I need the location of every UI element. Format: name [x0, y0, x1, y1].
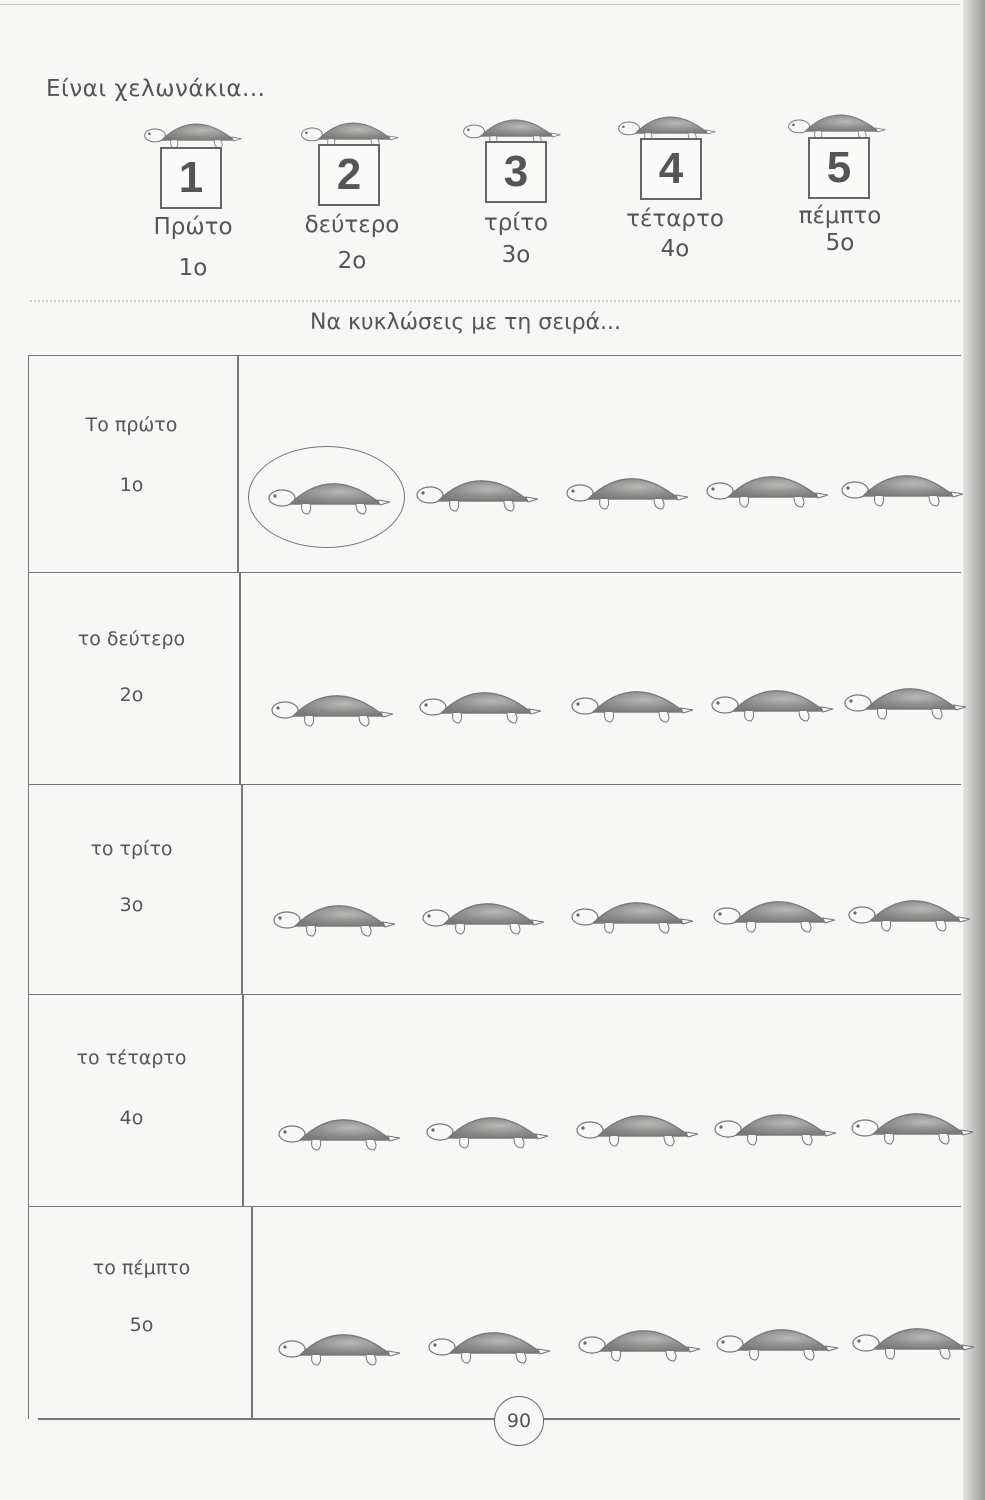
turtle-icon[interactable] [267, 882, 402, 947]
row-label: το τέταρτο [76, 1047, 187, 1069]
turtle-icon[interactable] [272, 1311, 407, 1376]
row-number: 5ο [129, 1314, 154, 1336]
row-divider [239, 573, 241, 785]
row-divider [242, 995, 244, 1207]
ordinal-word: πέμπτο [798, 203, 882, 229]
row-number: 2ο [119, 684, 144, 706]
row-number: 3ο [119, 894, 144, 916]
ordinal-word: Πρώτο [153, 214, 233, 240]
turtle-icon[interactable] [705, 667, 840, 732]
turtle-icon[interactable] [413, 669, 548, 734]
ordinal-word: τρίτο [483, 210, 549, 236]
turtle-icon[interactable] [700, 453, 835, 518]
section-divider [30, 300, 960, 302]
row-divider [237, 356, 239, 573]
row-divider [251, 1207, 253, 1419]
row-divider [241, 785, 243, 995]
row-label: Το πρώτο [85, 414, 178, 436]
ordinal-label: 1ο [178, 255, 208, 281]
turtle-icon[interactable] [565, 879, 700, 944]
turtle-icon[interactable] [410, 457, 545, 522]
turtle-icon[interactable] [845, 1090, 980, 1155]
ordinal-word: τέταρτο [626, 206, 724, 232]
row-label: το δεύτερο [77, 628, 186, 650]
ordinal-number-box: 5 [808, 137, 870, 199]
turtle-icon[interactable] [560, 455, 695, 520]
turtle-icon[interactable] [262, 460, 397, 525]
page-binding-shadow [963, 0, 985, 1500]
turtle-icon[interactable] [835, 452, 970, 517]
turtle-icon[interactable] [265, 672, 400, 737]
turtle-icon[interactable] [572, 1307, 707, 1372]
row-number: 4ο [119, 1107, 144, 1129]
turtle-icon[interactable] [272, 1096, 407, 1161]
ordinal-label: 2ο [337, 248, 367, 274]
ordinal-label: 4ο [660, 236, 690, 262]
page-top-edge [0, 4, 960, 5]
page-number: 90 [494, 1396, 544, 1446]
turtle-icon[interactable] [707, 878, 842, 943]
turtle-icon[interactable] [420, 1094, 555, 1159]
turtle-icon[interactable] [842, 877, 977, 942]
row-label: το πέμπτο [92, 1257, 191, 1279]
turtle-icon[interactable] [422, 1309, 557, 1374]
ordinal-number-box: 2 [318, 144, 380, 206]
row-number: 1ο [119, 474, 144, 496]
turtle-icon[interactable] [838, 665, 973, 730]
page-title: Είναι χελωνάκια... [46, 76, 266, 102]
ordinal-word: δεύτερο [304, 212, 400, 238]
turtle-icon[interactable] [710, 1306, 845, 1371]
ordinal-number-box: 1 [160, 147, 222, 209]
ordinal-label: 3ο [501, 242, 531, 268]
turtle-icon[interactable] [565, 668, 700, 733]
instruction-text: Να κυκλώσεις με τη σειρά... [310, 310, 622, 335]
row-label: το τρίτο [90, 838, 173, 860]
turtle-icon[interactable] [416, 880, 551, 945]
ordinal-number-box: 3 [485, 141, 547, 203]
ordinal-label: 5ο [825, 230, 855, 256]
turtle-icon[interactable] [846, 1305, 981, 1370]
turtle-icon[interactable] [570, 1092, 705, 1157]
turtle-icon[interactable] [708, 1091, 843, 1156]
ordinal-number-box: 4 [640, 138, 702, 200]
